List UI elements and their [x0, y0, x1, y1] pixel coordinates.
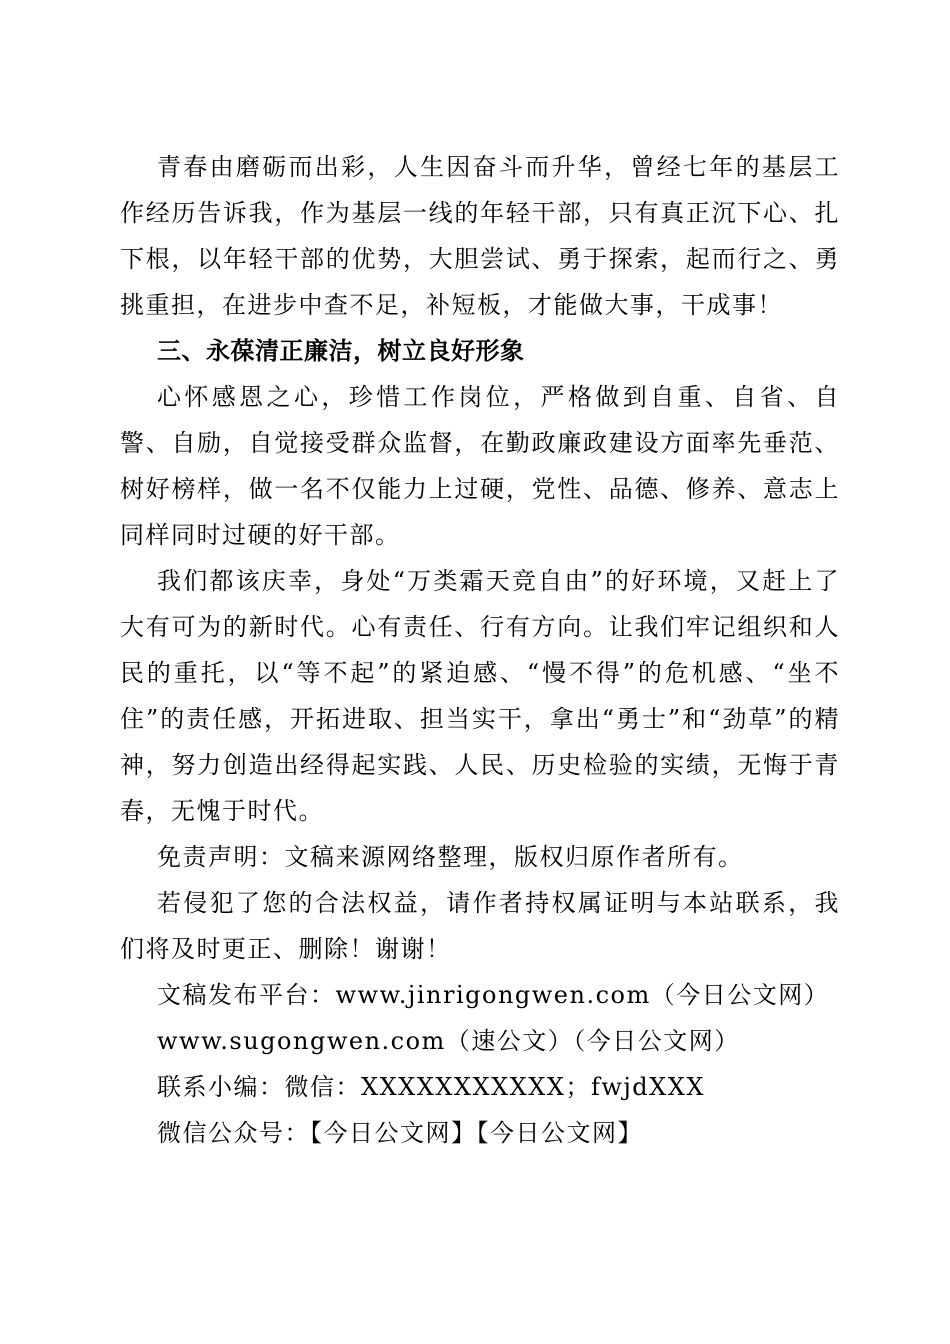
sugongwen-site-line: www.sugongwen.com（速公文）（今日公文网）: [157, 1027, 740, 1055]
contact-editor-line: 联系小编：微信：XXXXXXXXXXX；fwjdXXX: [157, 1073, 705, 1101]
section-heading-integrity: 三、永葆清正廉洁，树立良好形象: [157, 336, 525, 365]
publish-platform-line: 文稿发布平台：www.jinrigongwen.com（今日公文网）: [157, 981, 830, 1009]
body-paragraph-new-era: 我们都该庆幸，身处“万类霜天竞自由”的好环境，又赶上了大有可为的新时代。心有责任、行有方向。让我们牢记组织和人民的重托，以“等不起”的紧迫感、“慢不得”的危机感、“坐不住”的责任感，开拓进取、担当实干，拿出“勇士”和“劲草”的精神，努力创造出经得起实践、人民、历史检验的实绩，无悔于青春，无愧于时代。: [120, 567, 840, 825]
disclaimer-paragraph: 免责声明：文稿来源网络整理，版权归原作者所有。: [157, 843, 744, 871]
document-page: [120, 144, 840, 1156]
infringement-notice-paragraph: 若侵犯了您的合法权益，请作者持权属证明与本站联系，我们将及时更正、删除！谢谢！: [120, 889, 840, 963]
body-paragraph-gratitude: 心怀感恩之心，珍惜工作岗位，严格做到自重、自省、自警、自励，自觉接受群众监督，在勤政廉政建设方面率先垂范、树好榜样，做一名不仅能力上过硬，党性、品德、修养、意志上同样同时过硬的好干部。: [120, 383, 840, 549]
body-paragraph-youth: 青春由磨砺而出彩，人生因奋斗而升华，曾经七年的基层工作经历告诉我，作为基层一线的年轻干部，只有真正沉下心、扎下根，以年轻干部的优势，大胆尝试、勇于探索，起而行之、勇挑重担，在进步中查不足，补短板，才能做大事，干成事！: [120, 153, 840, 319]
wechat-account-line: 微信公众号：【今日公文网】【今日公文网】: [157, 1119, 643, 1147]
